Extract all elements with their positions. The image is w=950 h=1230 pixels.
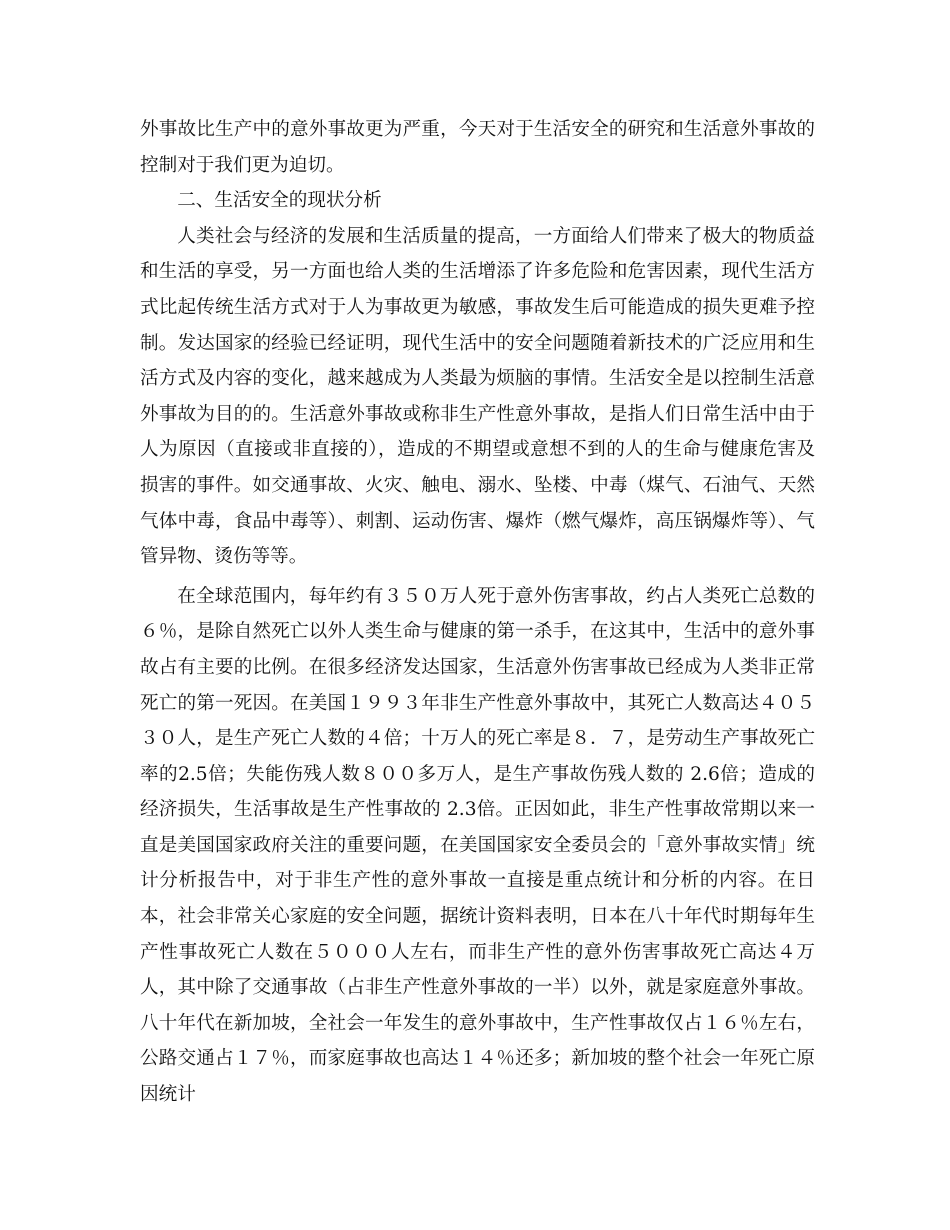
section-heading: 二、生活安全的现状分析	[177, 190, 382, 212]
paragraph-1: 外事故比生产中的意外事故更为严重，今天对于生活安全的研究和生活意外事故的控制对于我们更为迫切。	[140, 119, 815, 176]
paragraph-3: 在全球范围内，每年约有３５０万人死于意外伤害事故，约占人类死亡总数的６％，是除自然死亡以外人类生命与健康的第一杀手，在这其中，生活中的意外事故占有主要的比例。在很多经济发达国家，生活意外伤害事故已经成为人类非正常死亡的第一死因。在美国１９９３年非生产性意外事故中，其死亡人数高达４０５３０人，是生产死亡人数的４倍；十万人的死亡率是８．７，是劳动生产事故死亡率的2.5倍；失能伤残人数８００多万人，是生产事故伤残人数的 2.6倍；造成的经济损失，生活事故是生产性事故的 2.3倍。正因如此，非生产性事故常期以来一直是美国国家政府关注的重要问题，在美国国家安全委员会的「意外事故实情」统计分析报告中，对于非生产性的意外事故一直接是重点统计和分析的内容。在日本，社会非常关心家庭的安全问题，据统计资料表明，日本在八十年代时期每年生产性事故死亡人数在５０００人左右，而非生产性的意外伤害事故死亡高达４万人，其中除了交通事故（占非生产性意外事故的一半）以外，就是家庭意外事故。八十年代在新加坡，全社会一年发生的意外事故中，生产性事故仅占１６％左右，公路交通占１７％，而家庭事故也高达１４％还多；新加坡的整个社会一年死亡原因统计	[140, 585, 815, 1106]
document-body	[140, 112, 815, 1113]
paragraph-2: 人类社会与经济的发展和生活质量的提高，一方面给人们带来了极大的物质益和生活的享受，另一方面也给人类的生活增添了许多危险和危害因素，现代生活方式比起传统生活方式对于人为事故更为敏感，事故发生后可能造成的损失更难予控制。发达国家的经验已经证明，现代生活中的安全问题随着新技术的广泛应用和生活方式及内容的变化，越来越成为人类最为烦脑的事情。生活安全是以控制生活意外事故为目的的。生活意外事故或称非生产性意外事故，是指人们日常生活中由于人为原因（直接或非直接的），造成的不期望或意想不到的人的生命与健康危害及损害的事件。如交通事故、火灾、触电、溺水、坠楼、中毒（煤气、石油气、天然气体中毒，食品中毒等）、刺割、运动伤害、爆炸（燃气爆炸，高压锅爆炸等）、气管异物、烫伤等等。	[140, 225, 815, 568]
